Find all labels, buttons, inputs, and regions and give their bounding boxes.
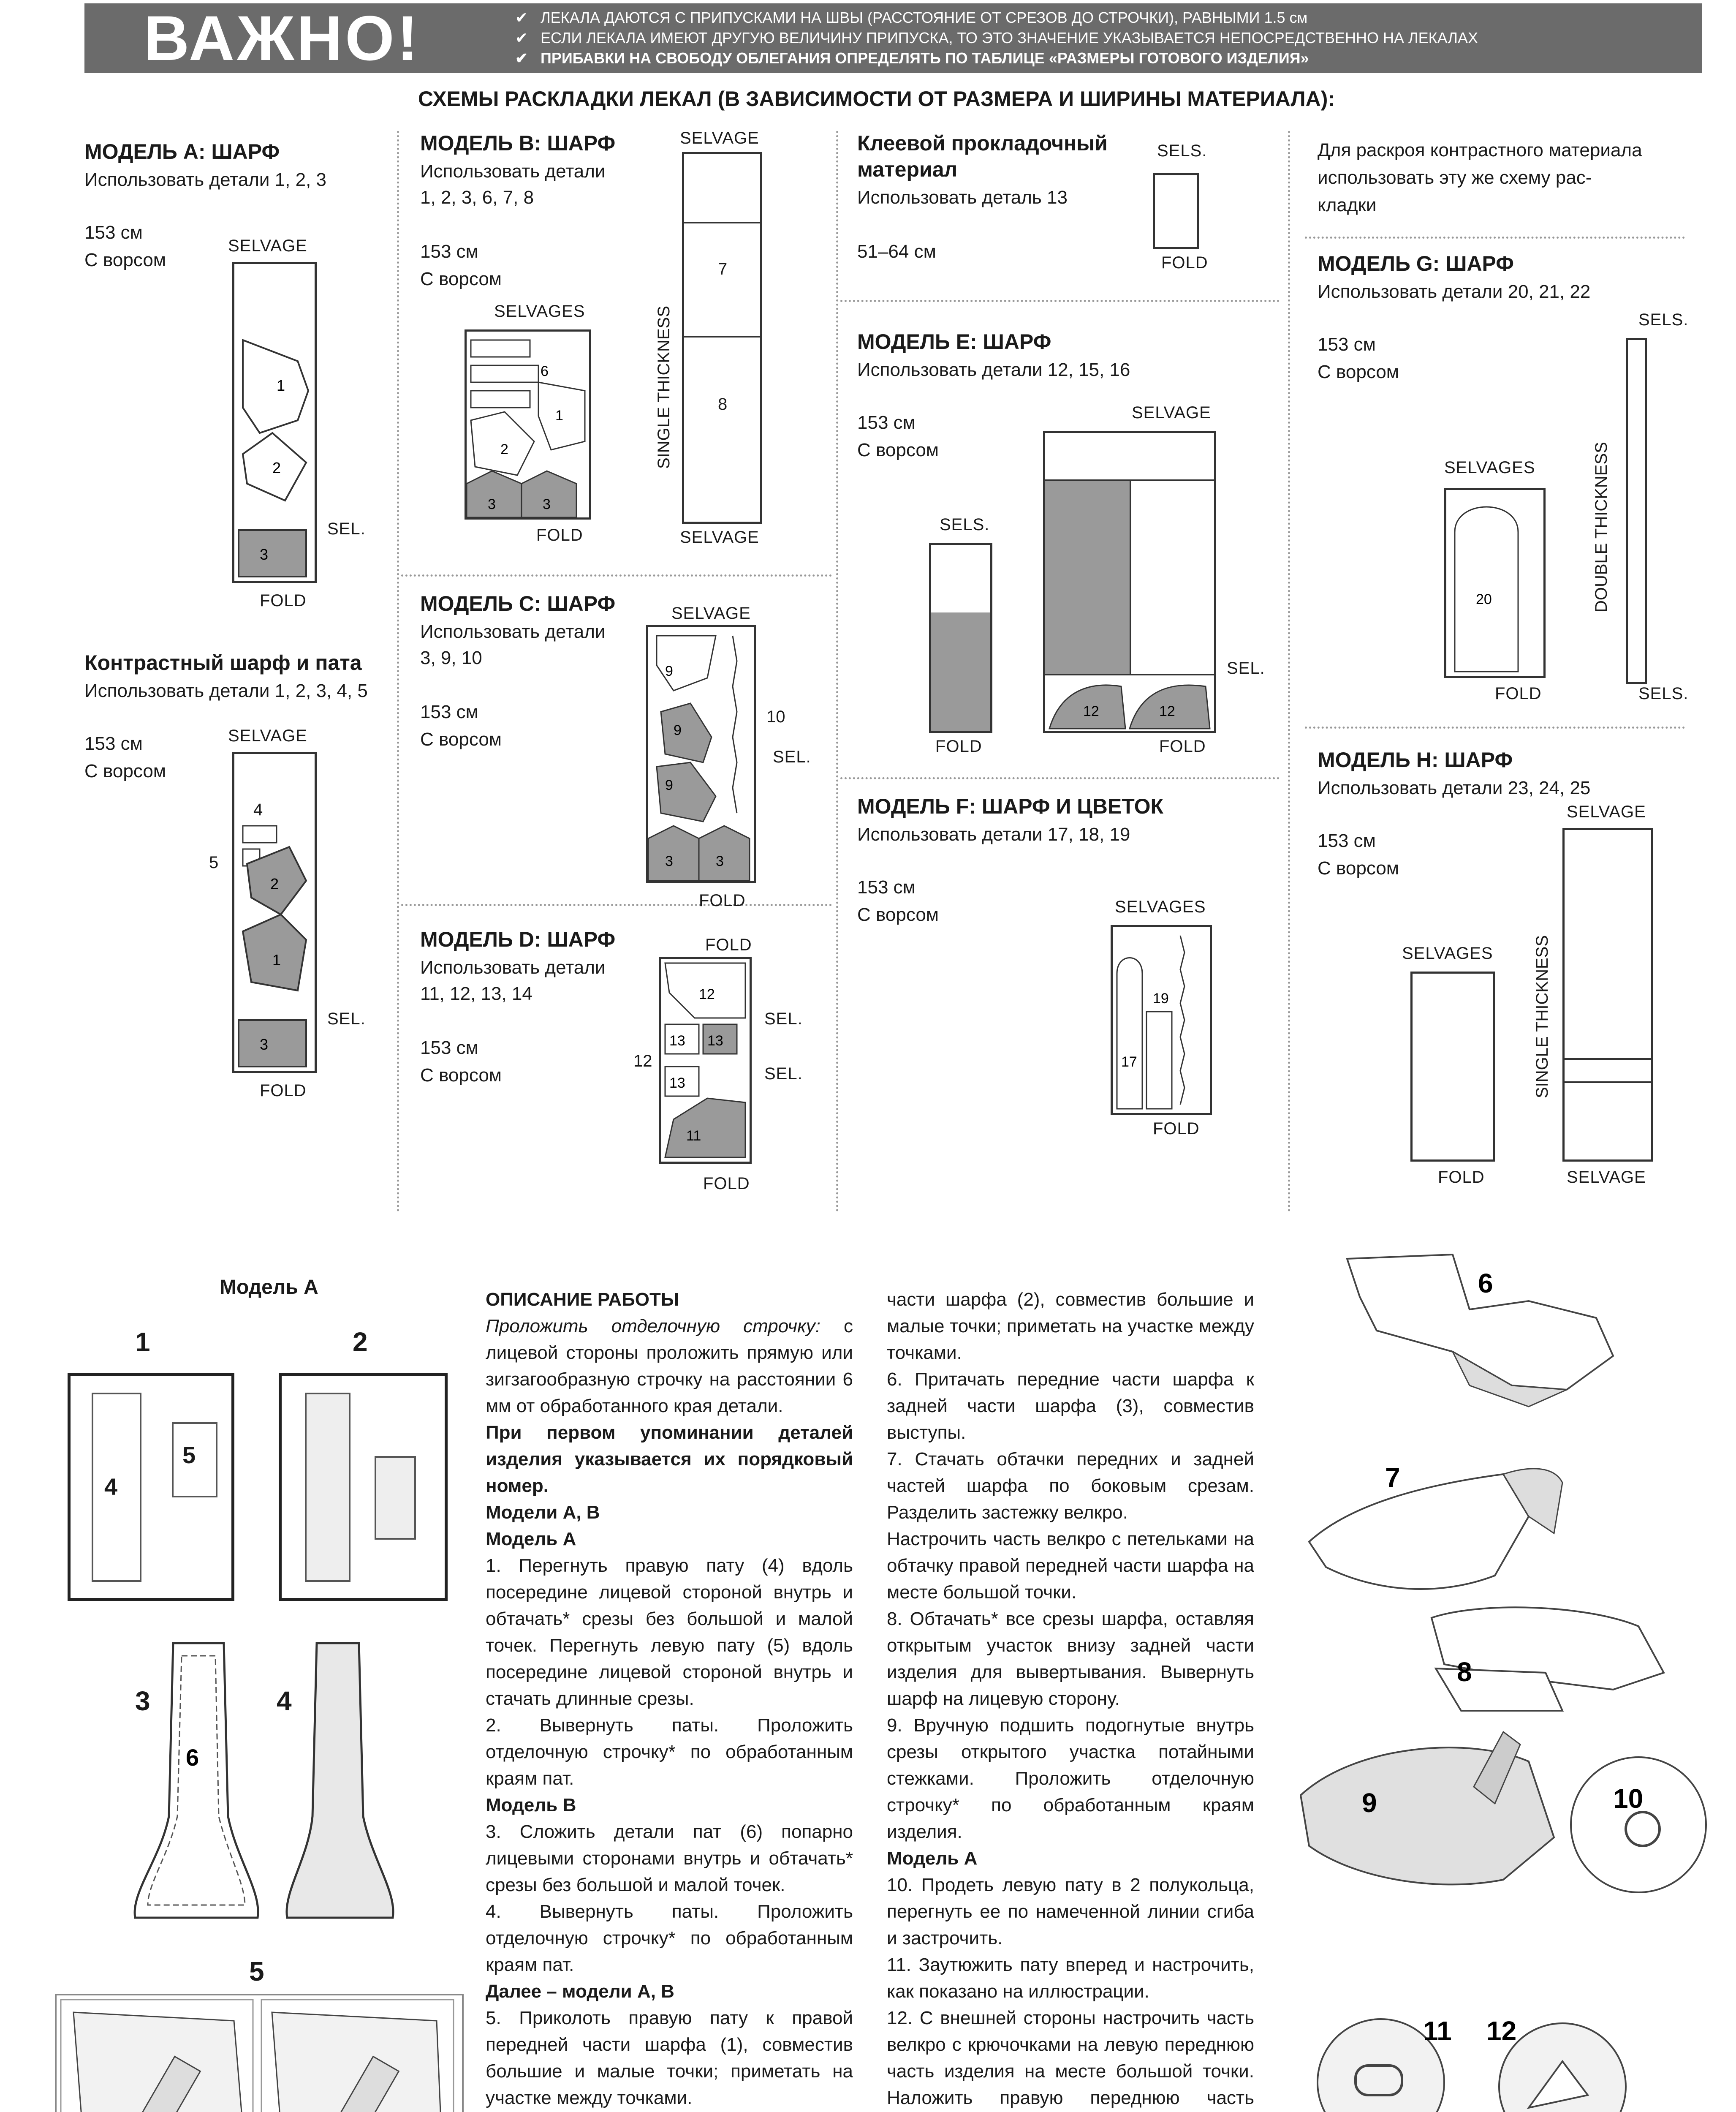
divider	[840, 300, 1280, 302]
piece-label: 8	[718, 395, 728, 414]
fold-label: FOLD	[705, 936, 752, 954]
piece-number: 20	[1476, 591, 1492, 607]
fabric-nap: С ворсом	[1318, 858, 1399, 879]
piece-number: 1	[277, 377, 285, 394]
layout-b-single	[682, 152, 762, 524]
step-number: 8	[1457, 1657, 1472, 1687]
step-number: 12	[1486, 2016, 1517, 2046]
piece-number: 3	[543, 496, 551, 512]
figure-number: 4	[277, 1686, 292, 1716]
figure-3	[127, 1639, 270, 1935]
selvage-label: SELVAGE	[671, 604, 751, 623]
figure-number: 2	[353, 1327, 368, 1357]
layout-b-pieces	[467, 332, 589, 517]
model-d-parts: Использовать детали	[420, 957, 606, 978]
piece-number: 12	[699, 986, 715, 1002]
piece-number: 1	[272, 951, 281, 969]
layout-e-interfacing	[929, 543, 992, 733]
desc-text: Настрочить часть велкро с петельками на обтачку правой передней части шарфа на месте большой точки.	[887, 1529, 1254, 1603]
fold-label: FOLD	[1495, 684, 1542, 703]
desc-text: 12. С внешней стороны настрочить часть велкро с крючочками на левую переднюю часть изделия на месте большой точки. Наложить правую переднюю часть	[887, 2008, 1254, 2108]
sels-label: SELS.	[1638, 684, 1689, 703]
desc-text: 3. Сложить детали пат (6) попарно лицевыми сторонами внутрь и обтачать* срезы без большой и малой точек.	[486, 1821, 853, 1895]
layout-e-collars	[1045, 674, 1214, 733]
selvage-label: SELVAGE	[680, 129, 759, 147]
check-icon: ✔	[515, 49, 528, 67]
desc-text: 5. Приколоть правую пату к правой передней части шарфа (1), совместив большие и малые точки; приметать на участке между точками.	[486, 2008, 853, 2108]
model-e-title: МОДЕЛЬ E: ШАРФ	[857, 330, 1051, 354]
important-banner	[84, 3, 1702, 73]
desc-heading: Модель B	[486, 1795, 576, 1815]
piece-number: 9	[674, 722, 682, 738]
figure-number: 1	[135, 1327, 150, 1357]
piece-number: 3	[665, 853, 673, 869]
model-b-parts: 1, 2, 3, 6, 7, 8	[420, 187, 534, 208]
interfacing-title: Клеевой прокладочный	[857, 131, 1108, 155]
fold-label: FOLD	[260, 1081, 307, 1100]
layout-c	[646, 625, 756, 883]
desc-heading: Модель A	[486, 1529, 576, 1549]
step-number: 7	[1385, 1462, 1400, 1493]
sel-label: SEL.	[327, 520, 366, 538]
fold-label: FOLD	[536, 526, 583, 544]
model-a-parts: Использовать детали 1, 2, 3	[84, 169, 326, 190]
banner-notes	[515, 8, 1478, 68]
desc-text: 10. Продеть левую пату в 2 полукольца, перегнуть ее по намеченной линии сгиба и застрочить.	[887, 1875, 1254, 1949]
desc-text: 4. Вывернуть паты. Проложить отделочную строчку* по обработанным краям пат.	[486, 1901, 853, 1975]
model-a-figures-label: Модель А	[220, 1276, 318, 1298]
check-icon: ✔	[515, 29, 528, 46]
model-d-parts: 11, 12, 13, 14	[420, 983, 532, 1004]
layout-d	[659, 957, 752, 1164]
interfacing-title: материал	[857, 158, 958, 181]
fabric-width: 153 см	[420, 241, 478, 262]
figure-number: 3	[135, 1686, 150, 1716]
piece-number: 1	[555, 408, 563, 424]
desc-text: 7. Стачать обтачки передних и задней частей шарфа по боковым срезам. Разделить застежку велкро.	[887, 1449, 1254, 1523]
layout-b	[465, 329, 591, 520]
piece-number: 9	[665, 663, 673, 679]
fabric-width: 153 см	[420, 1037, 478, 1058]
divider	[401, 904, 832, 906]
selvages-label: SELVAGES	[1115, 898, 1206, 916]
step-number: 11	[1423, 2016, 1452, 2046]
divider	[1288, 131, 1290, 1212]
piece-label: 5	[209, 853, 219, 872]
layout-g-pieces	[1446, 490, 1543, 676]
fold-label: FOLD	[1438, 1168, 1485, 1187]
fabric-width: 153 см	[84, 733, 143, 754]
piece-number: 12	[1159, 703, 1175, 719]
selvage-label: SELVAGE	[1567, 803, 1646, 821]
layout-c-pieces	[648, 627, 754, 881]
piece-number: 2	[500, 441, 508, 457]
layout-interfacing	[1153, 173, 1199, 249]
desc-heading: Модели A, B	[486, 1502, 600, 1523]
piece-number: 2	[272, 459, 281, 476]
divider	[401, 574, 832, 577]
banner-note: ЕСЛИ ЛЕКАЛА ИМЕЮТ ДРУГУЮ ВЕЛИЧИНУ ПРИПУСКА, ТО ЭТО ЗНАЧЕНИЕ УКАЗЫВАЕТСЯ НЕПОСРЕДСТВЕННО НА ЛЕКАЛАХ	[541, 29, 1478, 46]
model-c-parts: Использовать детали	[420, 621, 606, 642]
fabric-nap: С ворсом	[857, 904, 939, 925]
model-a-title: МОДЕЛЬ A: ШАРФ	[84, 140, 280, 163]
fold-label: FOLD	[1161, 253, 1208, 272]
piece-number: 9	[665, 777, 673, 793]
piece-number: 17	[1121, 1054, 1137, 1070]
fabric-width: 153 см	[84, 222, 143, 243]
single-thickness-label: SINGLE THICKNESS	[655, 305, 673, 469]
desc-text: Проложить отделочную строчку:	[486, 1316, 820, 1336]
divider	[836, 131, 838, 1212]
selvage-label: SELVAGE	[228, 237, 307, 255]
divider	[1305, 237, 1685, 239]
fabric-nap: С ворсом	[84, 761, 166, 781]
model-b-title: МОДЕЛЬ B: ШАРФ	[420, 131, 616, 155]
figure-4	[279, 1639, 405, 1935]
model-e-parts: Использовать детали 12, 15, 16	[857, 359, 1130, 380]
figure-label: 5	[182, 1442, 196, 1468]
sels-label: SELS.	[1638, 310, 1689, 329]
layout-e	[1043, 431, 1216, 733]
double-thickness-label: DOUBLE THICKNESS	[1592, 442, 1611, 612]
layout-g	[1444, 488, 1546, 678]
desc-heading: При первом упоминании деталей изделия указывается их порядковый номер.	[486, 1422, 853, 1496]
fabric-nap: С ворсом	[420, 729, 502, 750]
sels-label: SELS.	[940, 515, 990, 534]
figure-label: 4	[104, 1473, 118, 1500]
selvages-label: SELVAGES	[1402, 944, 1493, 963]
piece-number: 6	[541, 363, 549, 379]
model-g-title: МОДЕЛЬ G: ШАРФ	[1318, 252, 1514, 275]
piece-number: 13	[707, 1033, 723, 1049]
model-d-title: МОДЕЛЬ D: ШАРФ	[420, 928, 616, 951]
selvage-label: SELVAGE	[1132, 403, 1211, 422]
model-c-parts: 3, 9, 10	[420, 648, 482, 668]
layout-contrast-pieces	[234, 754, 315, 1071]
layout-a	[232, 262, 317, 583]
sel-label: SEL.	[1227, 659, 1265, 678]
fabric-width: 153 см	[420, 702, 478, 722]
step-number: 9	[1362, 1788, 1377, 1818]
piece-number: 3	[260, 546, 269, 563]
fabric-width: 153 см	[857, 877, 916, 898]
layout-h	[1410, 972, 1495, 1162]
figure-5-illustration	[57, 1995, 459, 2112]
piece-number: 13	[669, 1033, 685, 1049]
contrast-note: Для раскроя контрастного материала	[1318, 140, 1642, 161]
selvages-label: SELVAGES	[494, 302, 585, 321]
contrast-title: Контрастный шарф и пата	[84, 651, 362, 675]
selvages-label: SELVAGES	[1444, 458, 1535, 477]
desc-text: части шарфа (2), совместив большие и малые точки; приметать на участке между точками.	[887, 1289, 1254, 1363]
desc-heading: Далее – модели A, B	[486, 1981, 674, 2002]
layout-h-single	[1562, 828, 1653, 1162]
piece-label: 4	[253, 800, 263, 819]
description-col-1	[486, 1286, 853, 2112]
fold-label: FOLD	[1159, 737, 1206, 756]
description-title: ОПИСАНИЕ РАБОТЫ	[486, 1289, 679, 1310]
piece-number: 3	[488, 496, 496, 512]
banner-note: ПРИБАВКИ НА СВОБОДУ ОБЛЕГАНИЯ ОПРЕДЕЛЯТЬ ПО ТАБЛИЦЕ «РАЗМЕРЫ ГОТОВОГО ИЗДЕЛИЯ»	[541, 49, 1309, 67]
model-g-parts: Использовать детали 20, 21, 22	[1318, 281, 1591, 302]
check-icon: ✔	[515, 9, 528, 26]
fabric-width: 153 см	[857, 412, 916, 433]
interfacing-parts: Использовать деталь 13	[857, 187, 1068, 208]
sels-label: SELS.	[1157, 142, 1207, 160]
model-h-title: МОДЕЛЬ H: ШАРФ	[1318, 748, 1513, 772]
desc-text: 1. Перегнуть правую пату (4) вдоль посередине лицевой стороной внутрь и обтачать* срезы без большой и малой точек. Перегнуть левую пату (5) вдоль посередине лицевой стороной внутрь и стачать длинные срезы.	[486, 1555, 853, 1709]
model-f-parts: Использовать детали 17, 18, 19	[857, 824, 1130, 845]
model-h-parts: Использовать детали 23, 24, 25	[1318, 778, 1591, 798]
selvage-label: SELVAGE	[228, 727, 307, 745]
desc-text: 9. Вручную подшить подогнутые внутрь срезы открытого участка потайными стежками. Проложить отделочную строчку* по обработанным краям изделия.	[887, 1715, 1254, 1842]
selvage-label: SELVAGE	[1567, 1168, 1646, 1187]
fabric-nap: С ворсом	[857, 440, 939, 460]
fold-label: FOLD	[703, 1174, 750, 1193]
contrast-note: кладки	[1318, 195, 1377, 215]
step-number: 6	[1478, 1268, 1493, 1298]
fabric-nap: С ворсом	[420, 269, 502, 289]
layout-f-pieces	[1113, 927, 1210, 1113]
piece-number: 11	[686, 1128, 701, 1144]
piece-number: 3	[716, 853, 724, 869]
desc-text: 2. Вывернуть паты. Проложить отделочную строчку* по обработанным краям пат.	[486, 1715, 853, 1789]
single-thickness-label: SINGLE THICKNESS	[1533, 935, 1551, 1098]
desc-text: с лицевой стороны проложить прямую или зигзагообразную строчку на расстоянии 6 мм от обработанного края детали.	[486, 1316, 853, 1416]
figure-1	[68, 1373, 234, 1601]
figure-number: 5	[249, 1956, 264, 1987]
model-c-title: МОДЕЛЬ C: ШАРФ	[420, 592, 616, 615]
divider	[1305, 727, 1685, 729]
sel-label: SEL.	[764, 1064, 803, 1083]
divider	[840, 777, 1280, 779]
fabric-nap: С ворсом	[84, 250, 166, 270]
desc-text: 11. Заутюжить пату вперед и настрочить, как показано на иллюстрации.	[887, 1954, 1254, 2002]
piece-number: 3	[260, 1036, 269, 1053]
sel-label: SEL.	[764, 1010, 803, 1028]
desc-text: 8. Обтачать* все срезы шарфа, оставляя открытым участок внизу задней части изделия для вывертывания. Вывернуть шарф на лицевую сторону.	[887, 1608, 1254, 1709]
piece-label: 10	[766, 708, 785, 726]
layout-f	[1111, 925, 1212, 1115]
model-f-title: МОДЕЛЬ F: ШАРФ И ЦВЕТОК	[857, 795, 1163, 818]
selvage-label: SELVAGE	[680, 528, 759, 547]
desc-heading: Модель A	[887, 1848, 978, 1869]
fold-label: FOLD	[1153, 1119, 1200, 1138]
sel-label: SEL.	[773, 748, 811, 766]
contrast-note: использовать эту же схему рас-	[1318, 167, 1592, 188]
banner-title: ВАЖНО!	[144, 3, 421, 73]
step-figures	[1292, 1246, 1714, 2112]
figure-5	[55, 1994, 464, 2112]
layout-g-double	[1626, 338, 1647, 684]
fabric-width: 153 см	[1318, 334, 1376, 355]
fabric-width: 153 см	[1318, 830, 1376, 851]
layout-contrast	[232, 752, 317, 1073]
piece-number: 19	[1153, 991, 1169, 1007]
model-b-parts: Использовать детали	[420, 161, 606, 182]
sel-label: SEL.	[327, 1010, 366, 1028]
contrast-parts: Использовать детали 1, 2, 3, 4, 5	[84, 680, 368, 701]
fabric-nap: С ворсом	[1318, 362, 1399, 382]
piece-number: 12	[1083, 703, 1099, 719]
step-number: 10	[1613, 1783, 1644, 1814]
banner-note: ЛЕКАЛА ДАЮТСЯ С ПРИПУСКАМИ НА ШВЫ (РАССТОЯНИЕ ОТ СРЕЗОВ ДО СТРОЧКИ), РАВНЫМИ 1.5 см	[541, 9, 1308, 26]
fold-label: FOLD	[699, 891, 746, 910]
fold-label: FOLD	[935, 737, 982, 756]
interfacing-width: 51–64 см	[857, 241, 936, 262]
desc-text: 6. Притачать передние части шарфа к задней части шарфа (3), совместив выступы.	[887, 1369, 1254, 1443]
fabric-nap: С ворсом	[420, 1065, 502, 1086]
description-col-2	[887, 1286, 1254, 2112]
fold-label: FOLD	[260, 591, 307, 610]
layout-d-pieces	[661, 959, 750, 1162]
schemes-title: СХЕМЫ РАСКЛАДКИ ЛЕКАЛ (В ЗАВИСИМОСТИ ОТ РАЗМЕРА И ШИРИНЫ МАТЕРИАЛА):	[418, 87, 1335, 111]
piece-label: 12	[633, 1052, 652, 1070]
layout-a-pieces	[234, 264, 315, 581]
piece-number: 2	[270, 875, 279, 893]
figure-label: 6	[186, 1744, 199, 1771]
figure-2	[279, 1373, 448, 1601]
piece-number: 13	[669, 1075, 685, 1091]
piece-label: 7	[718, 260, 728, 278]
divider	[397, 131, 399, 1212]
